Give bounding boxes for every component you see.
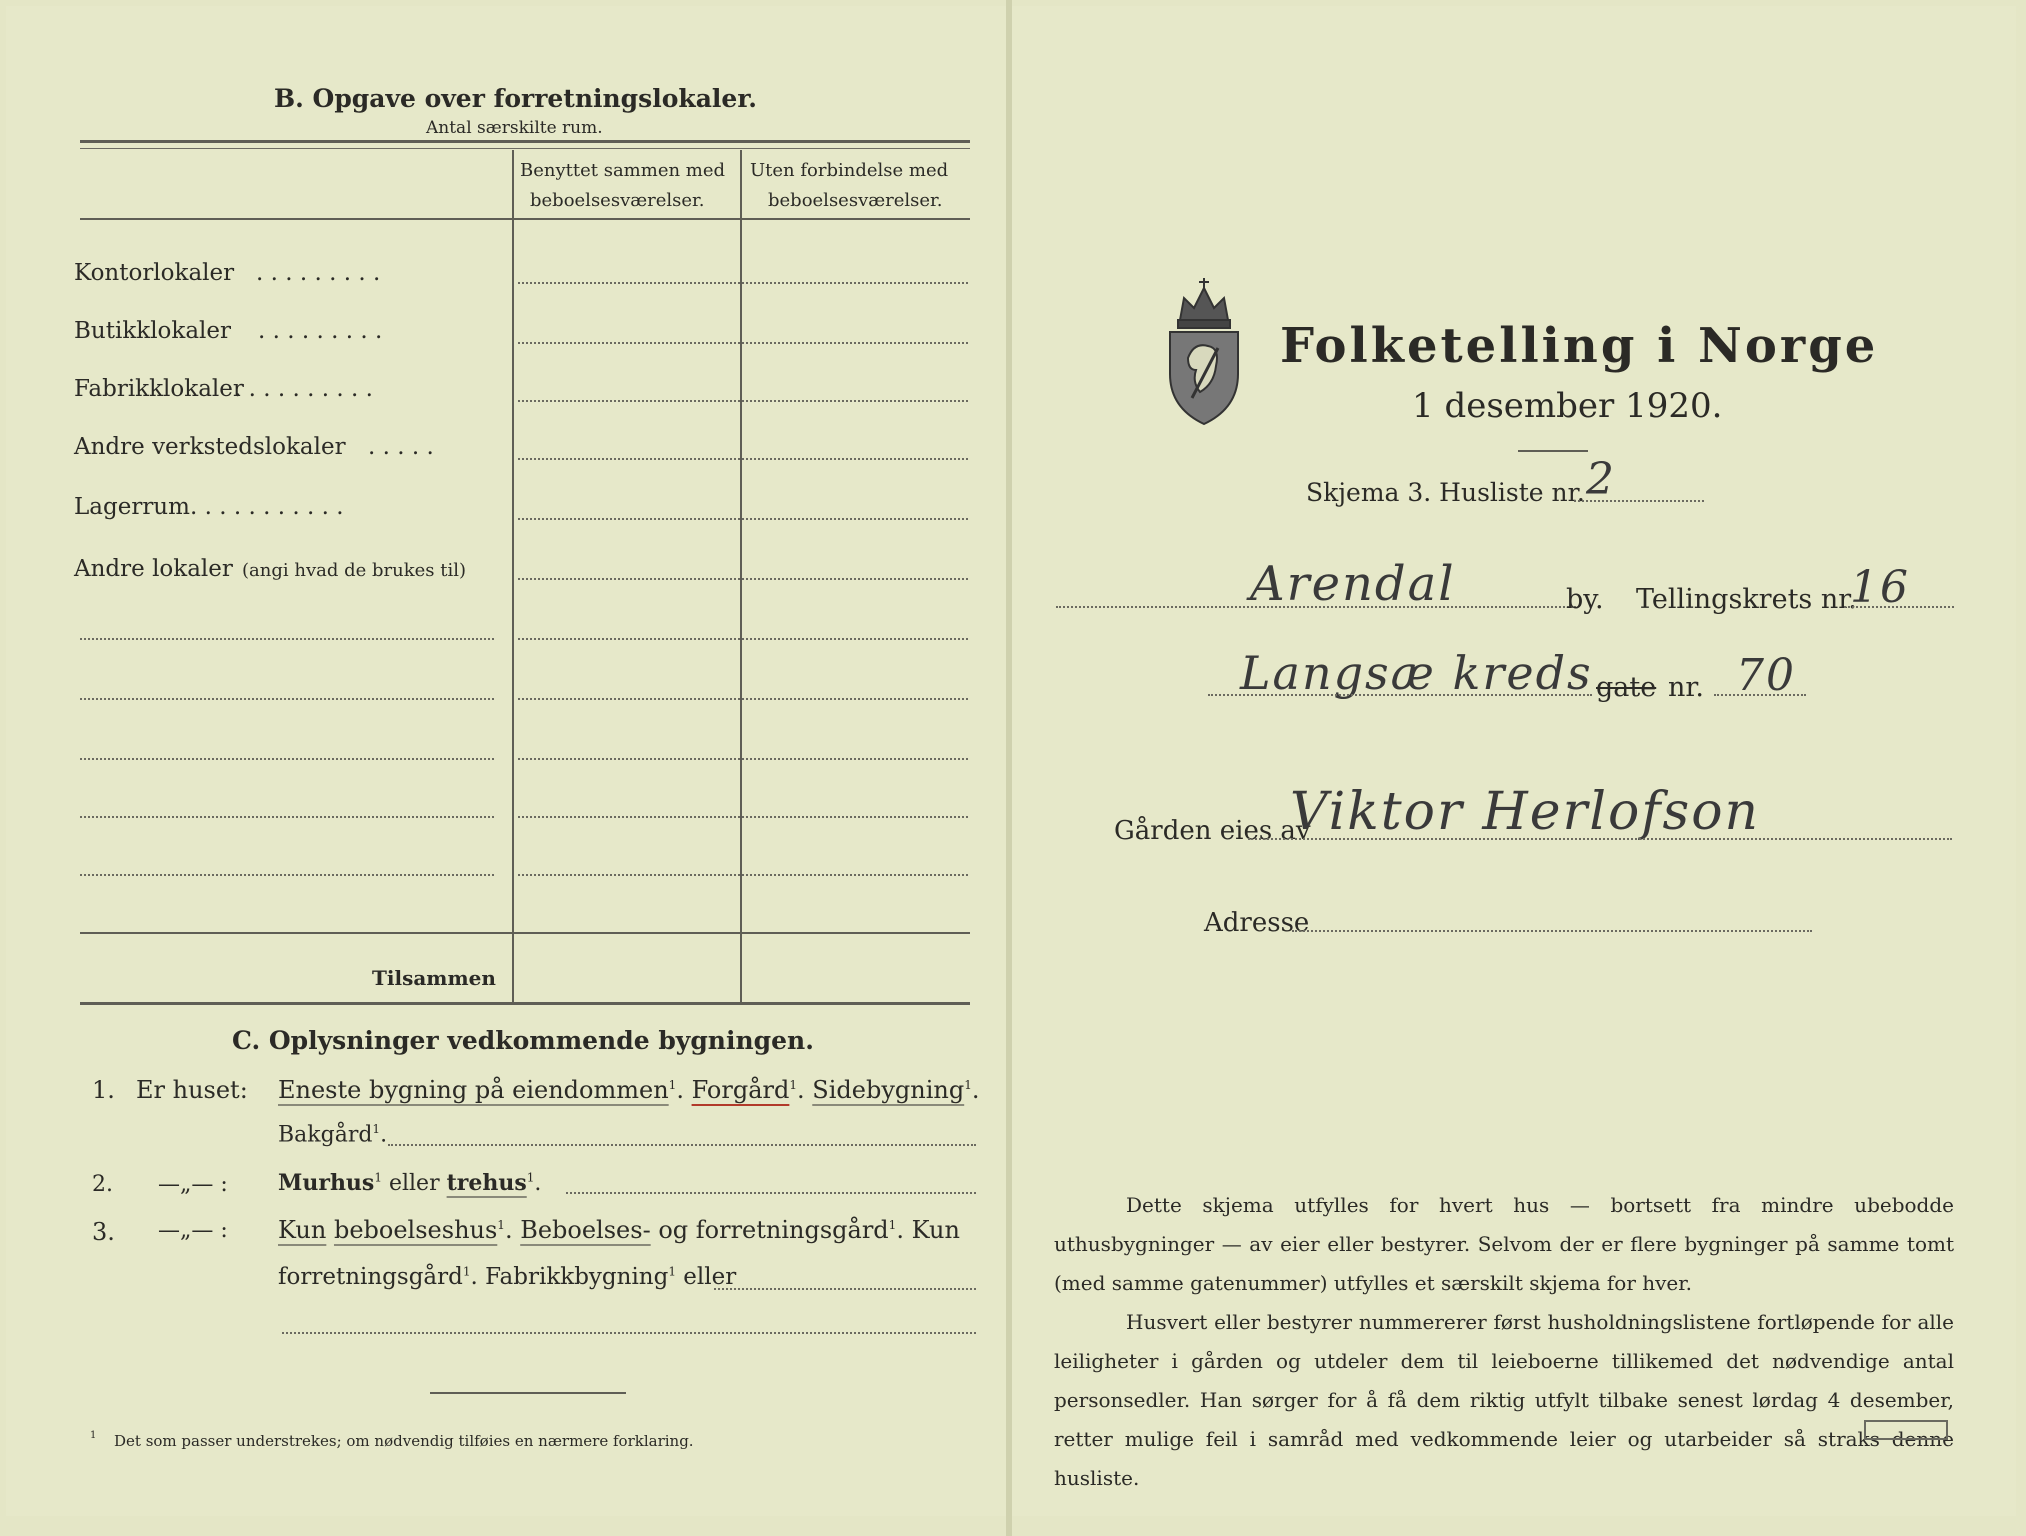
husliste-line [1574,500,1704,502]
gate-label: gate [1596,672,1657,703]
q2-eller: eller [388,1171,440,1196]
row-dots: . . . . . [368,434,434,460]
footnote-ref: 1 [526,1170,535,1185]
option-murhus[interactable]: Murhus [278,1170,375,1196]
table-top-rule-thin [80,148,970,149]
blank-line [80,638,494,640]
row-entry-line [518,282,968,284]
q3-number: 3. [92,1218,115,1246]
address-label: Adresse [1204,908,1310,938]
form-date: 1 desember 1920. [1412,386,1723,426]
column-header-1-line-2: beboelsesværelser. [530,190,705,211]
q1-lead: Er huset: [136,1076,248,1104]
instructions-paragraph-2: Husvert eller bestyrer nummererer først husholdningslistene fortløpende for alle leiligheter i gården og utdeler dem til leieboerne tillikemed det nødvendige antal personsedler. Han sørger for å få dem riktig utfylt tilbake senest lørdag 4 desember, retter mulige feil i samråd med vedkommende leier og utarbeider så straks denne husliste. [1054,1310,1954,1490]
q2-number: 2. [92,1172,113,1197]
footnote-ref: 1 [497,1218,505,1232]
section-b-subtitle: Antal særskilte rum. [426,118,603,138]
row-label-lagerrum: Lagerrum [74,494,190,520]
blank-line [714,1288,976,1290]
street-line [1208,694,1592,696]
header-bottom-rule [80,218,970,220]
printer-stamp [1864,1420,1948,1440]
blank-line [282,1332,976,1334]
footnote-ref: 1 [888,1218,897,1232]
option-forretningsgard[interactable]: forretningsgård [278,1264,463,1290]
blank-line [80,816,494,818]
footnote-ref: 1 [374,1170,382,1185]
coat-of-arms-icon [1162,274,1246,430]
q1-number: 1. [92,1076,115,1104]
skjema-label: Skjema 3. Husliste nr. [1306,478,1585,507]
blank-line [80,758,494,760]
option-forgard[interactable]: Forgård [691,1076,790,1104]
tellingskrets-label: Tellingskrets nr. [1636,584,1857,615]
row-label-kontorlokaler: Kontorlokaler [74,260,235,286]
section-end-rule [430,1392,626,1394]
tellingskrets-number-handwritten[interactable]: 16 [1850,562,1910,613]
q3-lead: —„— : [158,1218,228,1243]
footnote-ref: 1 [462,1264,471,1279]
by-label: by. [1566,584,1604,615]
blank-line [80,874,494,876]
option-beboelseshus[interactable]: beboelseshus [333,1216,498,1244]
row-entry-line [518,578,968,580]
husliste-number-handwritten[interactable]: 2 [1586,454,1616,505]
column-header-1-line-1: Benyttet sammen med [520,160,726,181]
blank-line [518,698,968,700]
option-og-forretningsgard[interactable]: og forretningsgård [658,1216,889,1244]
column-divider-1 [512,150,514,1002]
owner-line [1248,838,1952,840]
row-label-andre-lokaler: Andre lokaler [74,556,233,582]
q3-options-line-1: Kun beboelseshus$^1$. Beboelses- og forretningsgård$^1$. Kun [278,1216,960,1244]
blank-line [518,874,968,876]
address-line [1292,930,1812,932]
town-line [1056,606,1576,608]
footnote-ref: 1 [668,1078,677,1092]
footnote-ref: 1 [668,1264,676,1279]
row-entry-line [518,342,968,344]
blank-line [80,698,494,700]
footnote-ref: 1 [372,1122,381,1136]
row-dots: . . . . . . . . . . . [190,494,344,520]
row-entry-line [518,400,968,402]
street-nr-line [1714,694,1806,696]
town-handwritten[interactable]: Arendal [1250,556,1456,612]
footnote-text: Det som passer understrekes; om nødvendig tilføies en nærmere forklaring. [114,1432,694,1450]
row-entry-line [518,518,968,520]
row-label-andre-verkstedslokaler: Andre verkstedslokaler [74,434,346,460]
q1-options-line: Eneste bygning på eiendommen$^1$. Forgård$^1$. Sidebygning$^1$. [278,1076,980,1104]
street-nr-label: nr. [1668,672,1704,703]
row-note-andre-lokaler: (angi hvad de brukes til) [242,560,466,581]
table-top-rule [80,140,970,143]
option-eneste-bygning[interactable]: Eneste bygning på eiendommen [278,1076,669,1104]
left-page [6,6,1008,1516]
row-label-fabrikklokaler: Fabrikklokaler [74,376,244,402]
q1-option-bakgard-line: Bakgård$^1$. [278,1122,388,1148]
tellingskrets-line [1844,606,1954,608]
owner-label: Gården eies av [1114,816,1311,846]
owner-handwritten[interactable]: Viktor Herlofson [1290,782,1761,842]
q3-eller: eller [683,1264,737,1290]
blank-line [566,1192,976,1194]
title-rule [1518,450,1588,452]
row-dots: . . . . . . . . . [256,260,381,286]
blank-line [388,1144,976,1146]
row-label-butikklokaler: Butikklokaler [74,318,232,344]
q3-options-line-2: forretningsgård$^1$. Fabrikkbygning$^1$ eller [278,1264,737,1290]
section-c-title: C. Oplysninger vedkommende bygningen. [232,1026,814,1055]
footnote-ref: 1 [789,1078,797,1092]
blank-line [518,758,968,760]
option-sidebygning[interactable]: Sidebygning [812,1076,965,1104]
row-dots: . . . . . . . . . . [234,376,373,402]
row-dots: . . . . . . . . . [258,318,383,344]
option-bakgard[interactable]: Bakgård [278,1122,373,1148]
right-page [1012,6,2016,1516]
option-fabrikkbygning[interactable]: Fabrikkbygning [485,1264,669,1290]
instructions-paragraph-1: Dette skjema utfylles for hvert hus — bortsett fra mindre ubebodde uthusbygninger — av eier eller bestyrer. Selvom der er flere bygninger på samme tomt (med samme gatenummer) utfylles et særskilt skjema for hver. [1054,1193,1954,1295]
q2-options-line: Murhus$^1$ eller trehus$^1$. [278,1170,542,1196]
option-kun[interactable]: Kun [278,1216,327,1244]
section-b-title: B. Opgave over forretningslokaler. [274,84,757,113]
q2-lead: —„— : [158,1172,228,1197]
column-header-2-line-2: beboelsesværelser. [768,190,943,211]
footnote-mark: 1 [90,1430,97,1441]
total-top-rule [80,932,970,934]
column-header-2-line-1: Uten forbindelse med [750,160,949,181]
form-title: Folketelling i Norge [1280,318,1879,374]
row-entry-line [518,458,968,460]
table-bottom-rule [80,1002,970,1005]
street-handwritten[interactable]: Langsæ kreds [1240,646,1593,700]
total-label: Tilsammen [372,966,496,990]
blank-line [518,638,968,640]
street-number-handwritten[interactable]: 70 [1736,650,1796,701]
option-kun-2[interactable]: Kun [911,1216,960,1244]
blank-line [518,816,968,818]
option-beboelses[interactable]: Beboelses- [520,1216,651,1244]
option-trehus[interactable]: trehus [446,1170,527,1196]
footnote-ref: 1 [964,1078,972,1092]
